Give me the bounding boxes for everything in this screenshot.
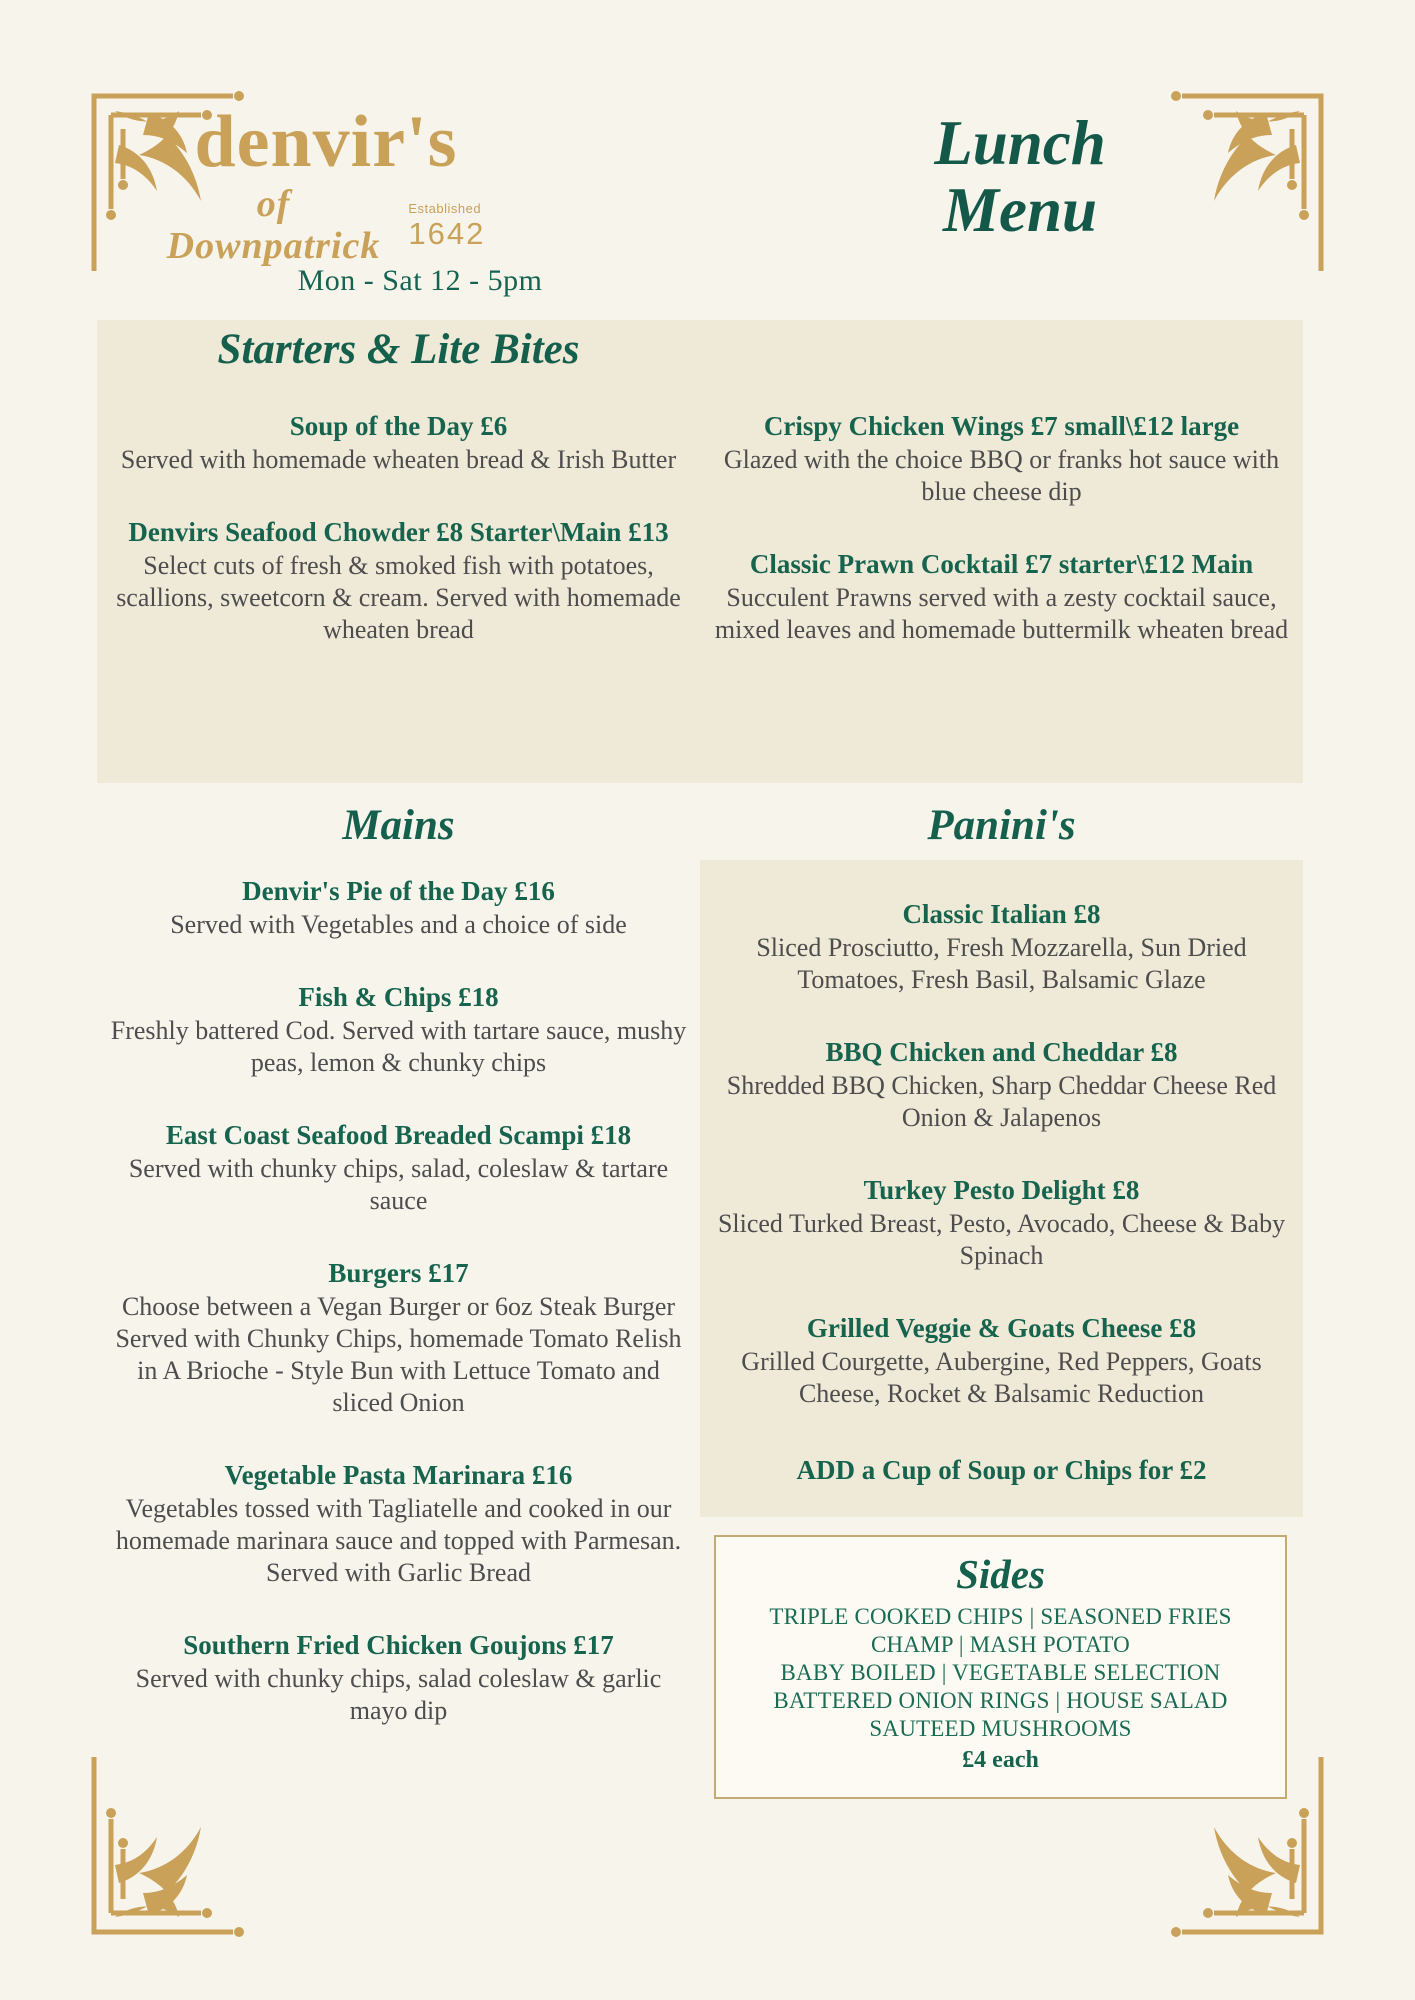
menu-item-name: BBQ Chicken and Cheddar £8 [825, 1037, 1178, 1067]
menu-item [710, 548, 1293, 646]
sides-line: BATTERED ONION RINGS | HOUSE SALAD [773, 1688, 1228, 1713]
menu-item-name: Crispy Chicken Wings £7 small\£12 large [763, 411, 1240, 441]
menu-item [107, 410, 690, 476]
menu-item-desc: Served with homemade wheaten bread & Irish Butter [120, 445, 677, 474]
sides-line: TRIPLE COOKED CHIPS | SEASONED FRIES [769, 1604, 1232, 1629]
sides-section-title: Sides [956, 1551, 1045, 1597]
page-title-line1: Lunch [934, 108, 1106, 178]
brand-subline [166, 183, 486, 267]
menu-item-desc: Select cuts of fresh & smoked fish with potatoes, scallions, sweetcorn & cream. Served with homemade wheaten bread [116, 551, 681, 644]
menu-item [107, 1459, 690, 1589]
menu-item [710, 410, 1293, 508]
menu-item [107, 1629, 690, 1727]
menu-item-name: Vegetable Pasta Marinara £16 [224, 1460, 573, 1490]
mains-section-title: Mains [342, 802, 455, 849]
brand-name: denvir's [194, 101, 458, 183]
brand-established [408, 202, 485, 249]
paninis-addon-note: ADD a Cup of Soup or Chips for £2 [796, 1455, 1207, 1485]
sides-price: £4 each [962, 1747, 1039, 1773]
menu-item-desc: Grilled Courgette, Aubergine, Red Peppers, Goats Cheese, Rocket & Balsamic Reduction [741, 1347, 1262, 1408]
menu-item-desc: Glazed with the choice BBQ or franks hot sauce with blue cheese dip [723, 445, 1280, 506]
menu-item-desc: Sliced Prosciutto, Fresh Mozzarella, Sun Dried Tomatoes, Fresh Basil, Balsamic Glaze [756, 933, 1247, 994]
brand-tagline: of Downpatrick [166, 183, 381, 267]
menu-item-desc: Freshly battered Cod. Served with tartare sauce, mushy peas, lemon & chunky chips [110, 1016, 687, 1077]
menu-item-name: East Coast Seafood Breaded Scampi £18 [165, 1120, 632, 1150]
sides-line: SAUTEED MUSHROOMS [869, 1716, 1132, 1741]
menu-item [107, 981, 690, 1079]
menu-item [107, 1257, 690, 1419]
menu-item-name: Fish & Chips £18 [298, 982, 499, 1012]
established-label: Established [408, 200, 482, 216]
menu-item-name: Classic Prawn Cocktail £7 starter\£12 Main [749, 549, 1254, 579]
paninis-panel [700, 860, 1303, 1517]
section-paninis [700, 800, 1303, 1799]
menu-item-desc: Served with chunky chips, salad, coleslaw & tartare sauce [128, 1154, 669, 1215]
menu-item-desc: Vegetables tossed with Tagliatelle and cooked in our homemade marinara sauce and topped with Parmesan. Served with Garlic Bread [115, 1494, 682, 1587]
starters-columns [97, 410, 1303, 686]
menu-item [716, 1036, 1287, 1134]
section-starters [97, 320, 1303, 783]
section-mains [97, 800, 700, 1767]
menu-item [716, 1312, 1287, 1410]
menu-item-name: Grilled Veggie & Goats Cheese £8 [806, 1313, 1197, 1343]
established-year: 1642 [408, 215, 486, 251]
menu-item-desc: Shredded BBQ Chicken, Sharp Cheddar Cheese Red Onion & Jalapenos [726, 1071, 1277, 1132]
paninis-section-title: Panini's [927, 802, 1076, 849]
menu-body [97, 800, 1303, 1799]
menu-item-name: Denvir's Pie of the Day £16 [242, 876, 555, 906]
sides-list [728, 1603, 1273, 1743]
section-sides [714, 1535, 1287, 1799]
starters-section-title: Starters & Lite Bites [217, 326, 580, 373]
menu-item-desc: Served with chunky chips, salad coleslaw & garlic mayo dip [135, 1664, 662, 1725]
starters-left-column [97, 410, 700, 686]
menu-item-name: Turkey Pesto Delight £8 [863, 1175, 1140, 1205]
page-title [845, 110, 1195, 244]
menu-item [107, 516, 690, 646]
sides-line: BABY BOILED | VEGETABLE SELECTION [780, 1660, 1221, 1685]
menu-item-name: Denvirs Seafood Chowder £8 Starter\Main £13 [128, 517, 669, 547]
opening-hours: Mon - Sat 12 - 5pm [297, 264, 543, 297]
menu-item-desc: Served with Vegetables and a choice of side [170, 910, 627, 939]
menu-item-desc: Succulent Prawns served with a zesty cocktail sauce, mixed leaves and homemade buttermilk wheaten bread [714, 583, 1289, 644]
menu-item-desc: Choose between a Vegan Burger or 6oz Steak Burger Served with Chunky Chips, homemade Tomato Relish in A Brioche - Style Bun with Lettuce Tomato and sliced Onion [115, 1292, 682, 1417]
menu-item-name: Burgers £17 [328, 1258, 469, 1288]
menu-item-desc: Sliced Turked Breast, Pesto, Avocado, Cheese & Baby Spinach [717, 1209, 1286, 1270]
sides-line: CHAMP | MASH POTATO [871, 1632, 1130, 1657]
menu-item [716, 1174, 1287, 1272]
menu-item-name: Soup of the Day £6 [289, 411, 508, 441]
menu-item-name: Southern Fried Chicken Goujons £17 [183, 1630, 614, 1660]
menu-item-name: Classic Italian £8 [902, 899, 1101, 929]
page-title-line2: Menu [942, 175, 1098, 245]
menu-item [716, 898, 1287, 996]
menu-item [107, 875, 690, 941]
brand-logo [166, 101, 486, 267]
starters-right-column [700, 410, 1303, 686]
menu-item [107, 1119, 690, 1217]
